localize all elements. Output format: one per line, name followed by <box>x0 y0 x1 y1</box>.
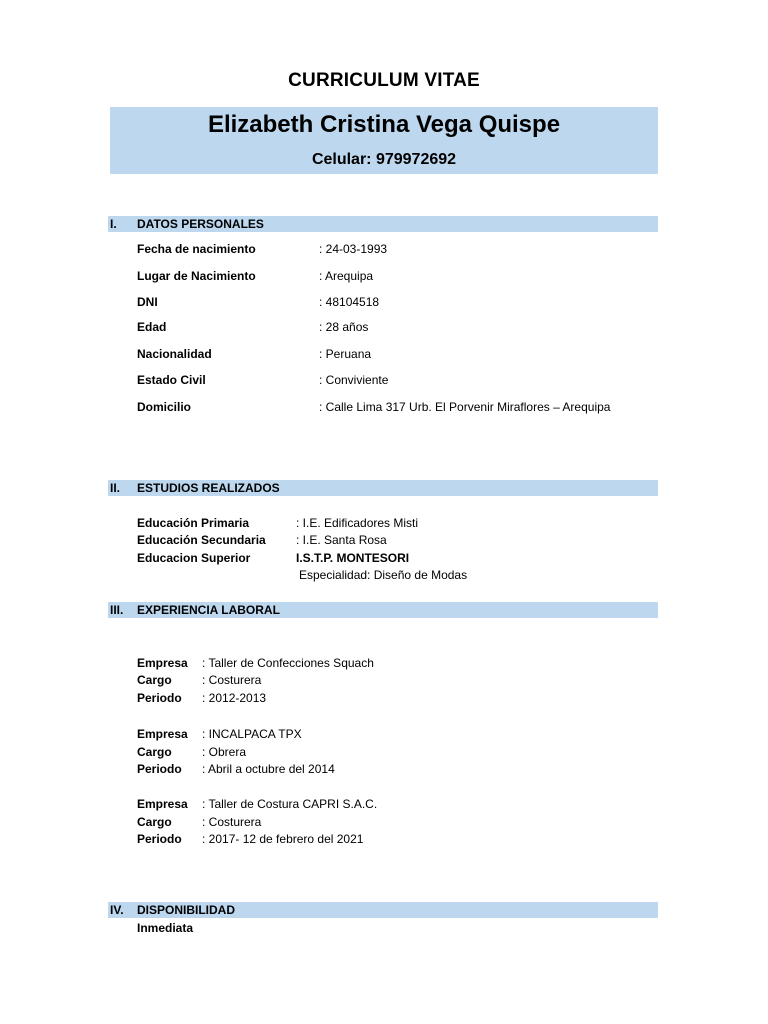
job-value: : Costurera <box>202 673 262 687</box>
job-label: Cargo <box>137 815 172 829</box>
job-value: : Taller de Confecciones Squach <box>202 656 374 670</box>
job-label: Cargo <box>137 745 172 759</box>
field-label: Nacionalidad <box>137 347 212 361</box>
section-number: I. <box>110 217 117 231</box>
field-label: Estado Civil <box>137 373 206 387</box>
field-label: Educacion Superior <box>137 551 251 565</box>
name-banner <box>110 107 658 174</box>
page-title: CURRICULUM VITAE <box>288 70 480 91</box>
job-label: Periodo <box>137 762 182 776</box>
field-value: I.S.T.P. MONTESORI <box>296 551 410 565</box>
phone-number: Celular: 979972692 <box>311 151 457 168</box>
job-value: : 2012-2013 <box>202 691 267 705</box>
section-title: DATOS PERSONALES <box>137 217 264 231</box>
section-header-experience <box>108 602 658 618</box>
field-label: DNI <box>137 295 158 309</box>
job-value: : Costurera <box>202 815 262 829</box>
specialty-value: Especialidad: Diseño de Modas <box>299 568 468 582</box>
field-value: : Peruana <box>319 347 372 361</box>
job-value: : Obrera <box>202 745 247 759</box>
section-header-personal <box>108 216 658 232</box>
section-header-studies <box>108 480 658 496</box>
job-value: : Abril a octubre del 2014 <box>202 762 335 776</box>
field-value: : 48104518 <box>319 295 380 309</box>
section-header-availability <box>108 902 658 918</box>
field-value: : Arequipa <box>319 269 374 283</box>
section-title: ESTUDIOS REALIZADOS <box>137 481 280 495</box>
field-value: : Calle Lima 317 Urb. El Porvenir Miraflores – Arequipa <box>319 400 611 414</box>
job-value: : Taller de Costura CAPRI S.A.C. <box>202 797 378 811</box>
job-value: : 2017- 12 de febrero del 2021 <box>202 832 364 846</box>
person-name: Elizabeth Cristina Vega Quispe <box>207 111 561 138</box>
field-value: : I.E. Santa Rosa <box>296 533 387 547</box>
field-value: : Conviviente <box>319 373 389 387</box>
availability-value: Inmediata <box>137 921 194 935</box>
field-value: : 28 años <box>319 320 369 334</box>
job-label: Empresa <box>137 797 188 811</box>
field-label: Fecha de nacimiento <box>137 242 256 256</box>
field-value: : I.E. Edificadores Misti <box>296 516 419 530</box>
section-title: EXPERIENCIA LABORAL <box>137 603 280 617</box>
section-number: IV. <box>110 903 124 917</box>
section-number: III. <box>110 603 124 617</box>
job-label: Periodo <box>137 691 182 705</box>
job-value: : INCALPACA TPX <box>202 727 302 741</box>
field-label: Edad <box>137 320 167 334</box>
field-value: : 24-03-1993 <box>319 242 388 256</box>
field-label: Lugar de Nacimiento <box>137 269 256 283</box>
job-label: Empresa <box>137 656 188 670</box>
field-label: Educación Primaria <box>137 516 250 530</box>
field-label: Educación Secundaria <box>137 533 266 547</box>
section-number: II. <box>110 481 121 495</box>
job-label: Empresa <box>137 727 188 741</box>
field-label: Domicilio <box>137 400 192 414</box>
section-title: DISPONIBILIDAD <box>137 903 236 917</box>
job-label: Cargo <box>137 673 172 687</box>
job-label: Periodo <box>137 832 182 846</box>
